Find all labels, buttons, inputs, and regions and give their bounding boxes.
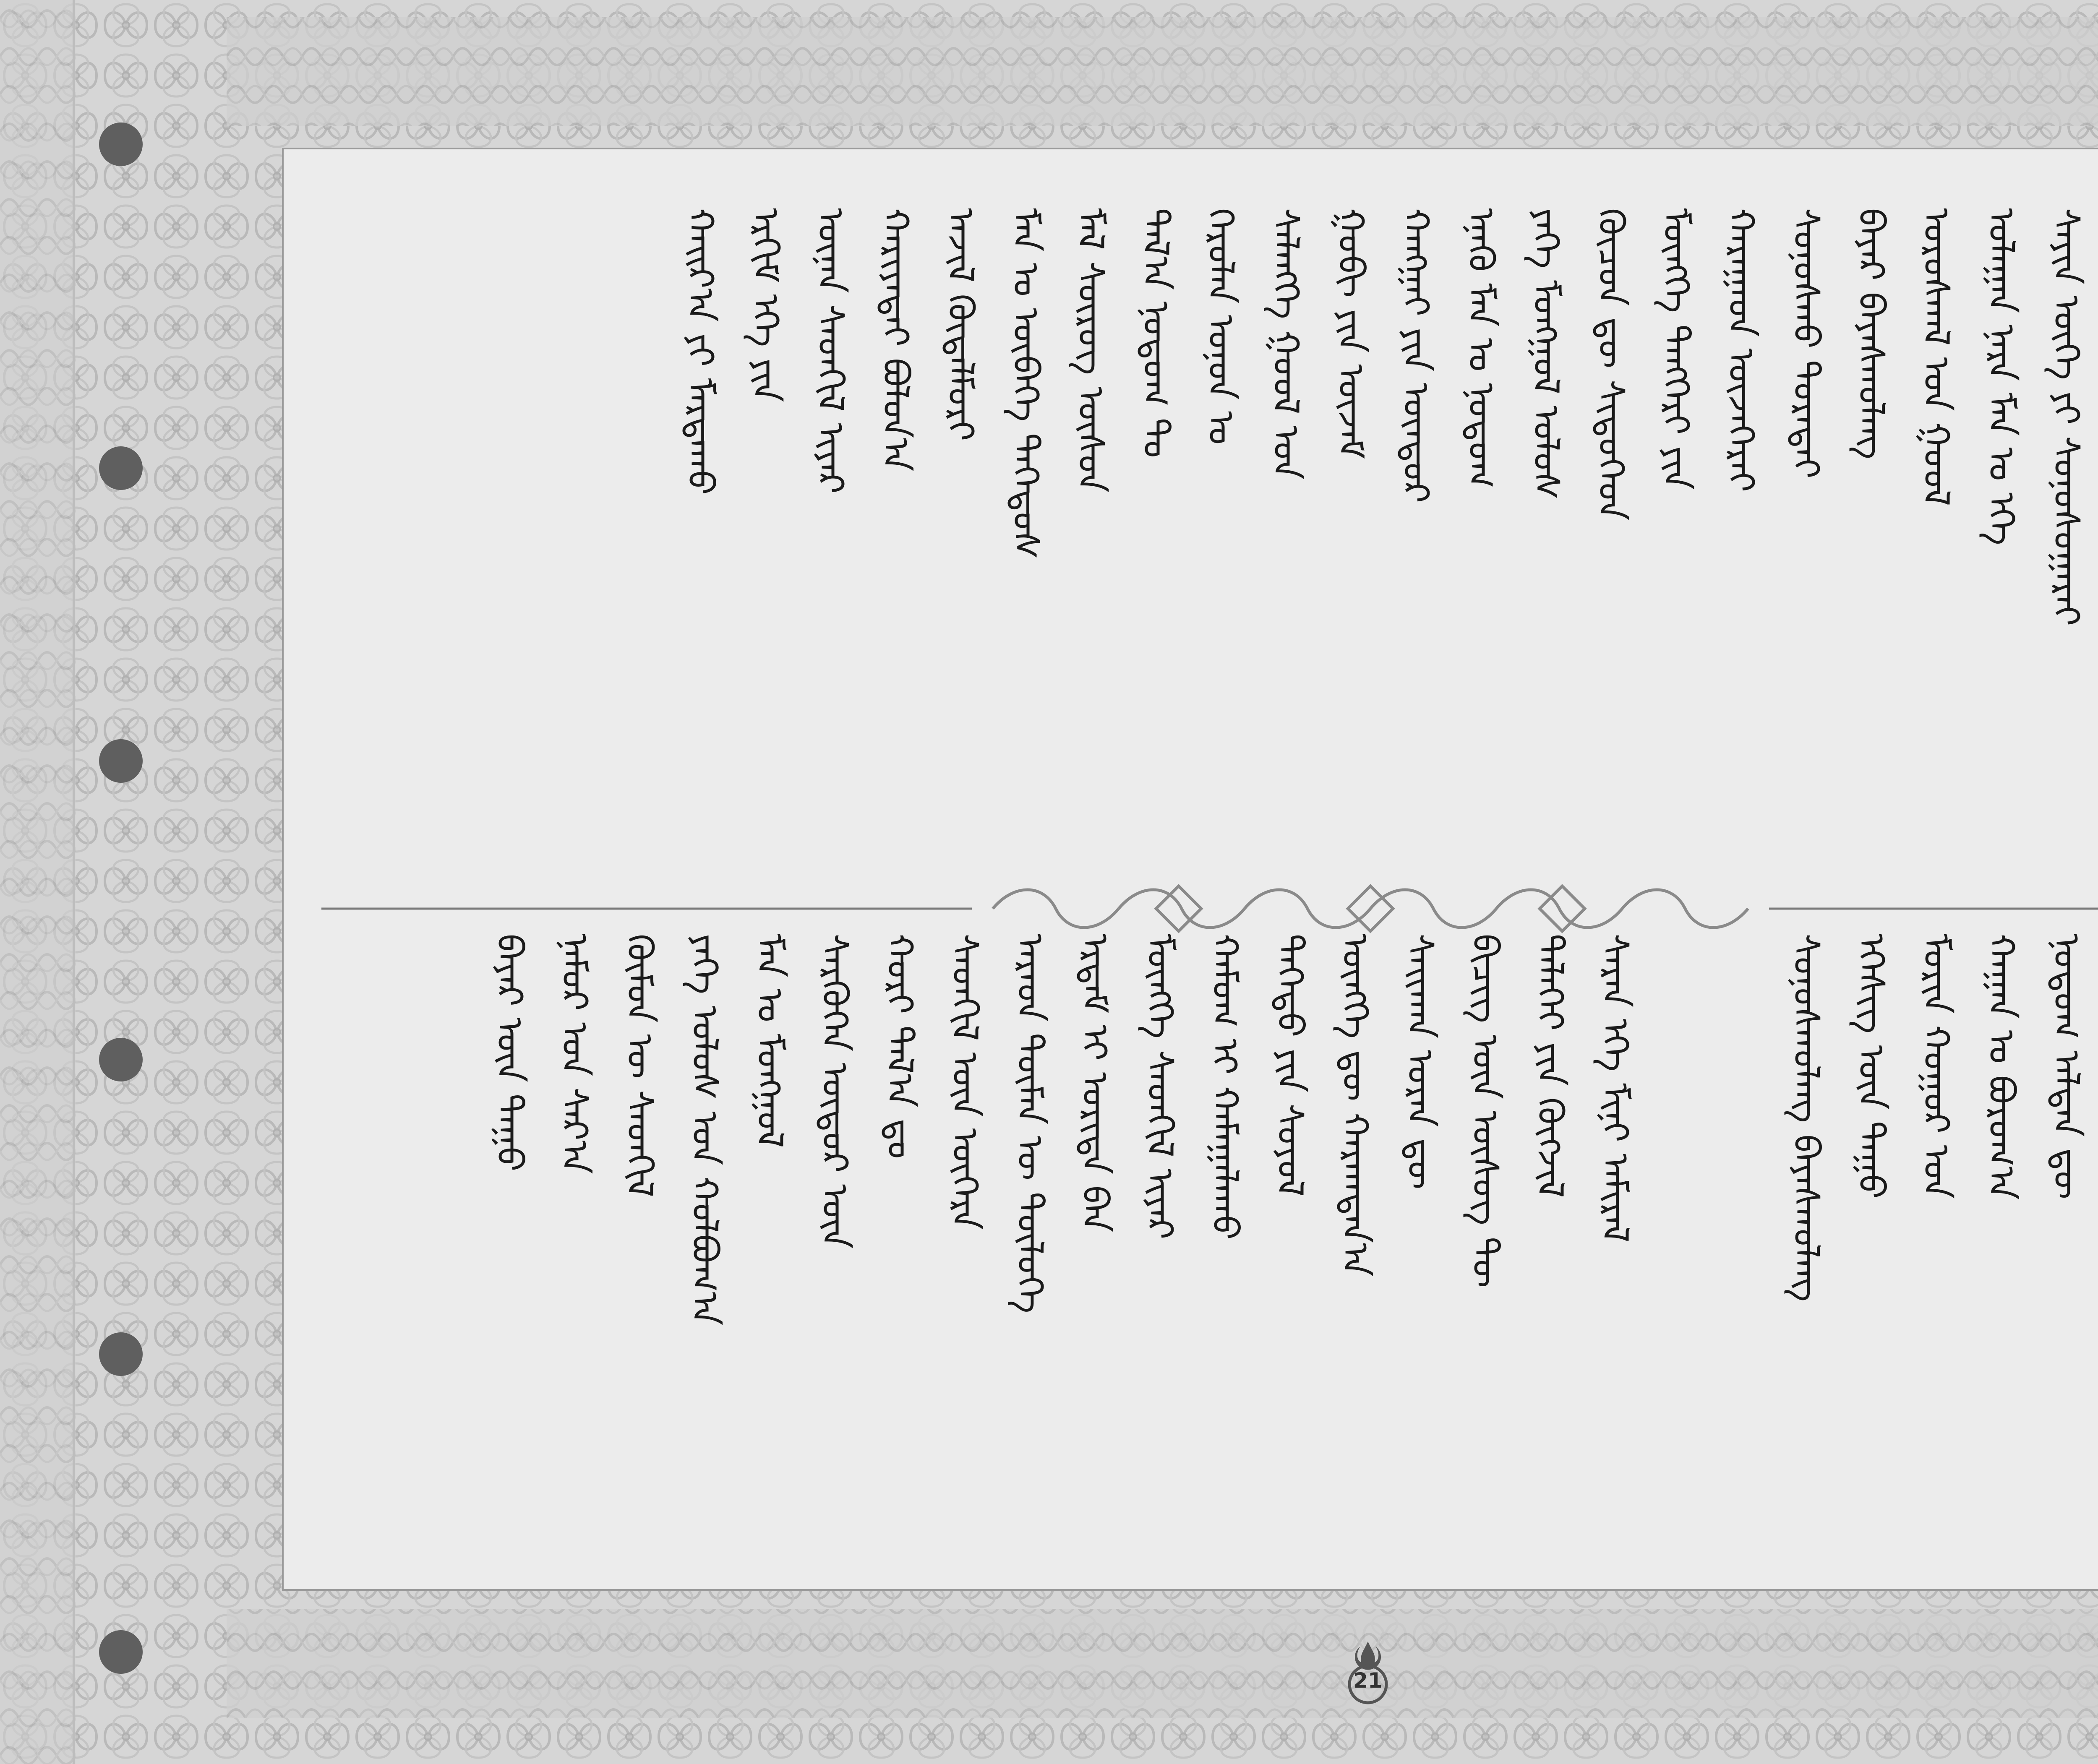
- text-column: ᠪᠢᠴᠢᠭ ᠦᠨ ᠦᠰᠦᠭ ᠲᠦ: [1464, 934, 1506, 1288]
- text-column: ᠰᠣᠨᠣᠰᠬᠤᠯᠠᠩ ᠪᠠᠶᠠᠰᠬᠤᠯᠠᠩ: [1785, 934, 1827, 1302]
- text-column: ᠰᠡᠳᠬᠢᠯ ᠦᠨ ᠥᠭᠡᠷᠡ: [944, 934, 986, 1230]
- bottom-text-panel: [284, 934, 2098, 1571]
- text-column: ᠲᠠᠯ᠎ᠠ ᠨᠤᠲᠤᠭ ᠲᠤ: [1135, 208, 1177, 458]
- text-column: ᠡᠭᠡᠰᠢᠭ ᠦᠨ ᠳᠠᠭᠤ: [1850, 934, 1892, 1199]
- text-column: ᠮᠥᠩᠬᠡ ᠰᠡᠳᠬᠢᠯ ᠢᠶᠡᠷ: [1139, 934, 1181, 1240]
- text-column: ᠪᠠᠶᠠᠷ ᠪᠠᠶᠠᠰᠬᠤᠯᠠᠩ: [1850, 208, 1892, 460]
- text-column: ᠳᠡᠯᠡᠭᠡᠢ ᠶᠢᠨ ᠬᠥᠭᠵᠢᠯ: [1529, 934, 1571, 1198]
- text-column: ᠬᠦᠮᠦᠨ ᠦ ᠰᠡᠳᠬᠢᠯ: [618, 934, 660, 1197]
- text-column: ᠰᠠᠢᠬᠠᠨ ᠤᠷᠠᠨ ᠳᠦ: [1399, 934, 1441, 1190]
- text-column: ᠮᠠᠯ ᠰᠦᠷᠦᠭ ᠥᠰᠦᠨ: [1070, 208, 1112, 493]
- text-column: ᠠᠷᠠᠳ ᠲᠦᠮᠡᠨ ᠦ ᠲᠥᠯᠦᠭᠡ: [1009, 934, 1051, 1313]
- binder-hole: [99, 739, 143, 783]
- text-column: ᠳᠡᠭᠡᠳᠦ ᠶᠢᠨ ᠰᠣᠶᠣᠯ: [1269, 934, 1311, 1197]
- text-column: ᠤᠯᠠᠭᠠᠨ ᠨᠠᠷᠠ ᠮᠠᠨ ᠤ ᠡᠬᠡ: [1980, 208, 2022, 545]
- binder-hole: [99, 446, 143, 490]
- text-column: ᠬᠣᠷᠢ ᠲᠠᠯ᠎ᠠ ᠳᠤ: [879, 934, 921, 1159]
- text-column: ᠠᠵᠢᠯ ᠬᠥᠳᠡᠯᠮᠦᠷᠢ: [939, 208, 981, 441]
- binder-hole: [99, 1038, 143, 1081]
- text-column: ᠮᠦᠩᠬᠡ ᠲᠡᠩᠭᠡᠷᠢ ᠶᠢᠨ: [1655, 208, 1697, 490]
- text-column: ᠬᠠᠷᠠᠭᠠᠳ ᠦᠵᠡᠭᠡᠷᠡᠢ: [1720, 208, 1762, 492]
- text-column: ᠭᠣᠪᠢ ᠶᠢᠨ ᠦᠵᠡᠮ: [1330, 208, 1372, 459]
- page-number-badge: [1339, 1638, 1397, 1705]
- text-column: ᠪᠠᠶᠠᠷ ᠦᠨ ᠳᠠᠭᠤ: [488, 934, 530, 1172]
- page-number: 21: [1353, 1668, 1383, 1693]
- text-column: ᠨᠤᠲᠤᠭ ᠠᠯᠲᠠᠨ ᠳᠦ: [2045, 934, 2087, 1199]
- text-column: ᠬᠠᠭᠠᠨ ᠤ ᠪᠣᠷᠣᠭ᠎ᠠ: [1980, 934, 2022, 1200]
- text-column: ᠡᠷᠬᠢᠮ ᠡᠬᠡ ᠶᠢᠨ: [744, 208, 786, 402]
- text-column: ᠰᠠᠶᠢᠨ ᠦᠭᠡ ᠶᠢ ᠰᠣᠨᠣᠰᠤᠭᠠᠷᠠᠢ: [2045, 208, 2087, 626]
- text-column: ᠬᠡᠷᠦᠯᠡᠨ ᠣᠨᠣᠨ ᠤ: [1200, 208, 1242, 445]
- text-column: ᠬᠠᠷᠢᠶᠠᠲᠠᠢ ᠪᠣᠯᠤᠨ᠎ᠠ: [874, 208, 916, 472]
- text-column: ᠥᠩᠭᠡ ᠳᠦ ᠬᠠᠷᠠᠭᠳᠠᠨ᠎ᠠ: [1334, 934, 1376, 1277]
- text-column: ᠮᠣᠷᠢᠨ ᠬᠣᠭᠤᠷ ᠤᠨ: [1915, 934, 1957, 1199]
- text-column: ᠨᠠᠮᠤᠷ ᠤᠨ ᠰᠠᠷ᠎ᠠ: [553, 934, 595, 1174]
- binder-hole: [99, 1630, 143, 1674]
- binder-hole: [99, 1332, 143, 1376]
- text-column: ᠰᠡᠯᠡᠩᠭᠡ ᠭᠣᠣᠯ ᠤᠨ: [1265, 208, 1307, 480]
- binder-hole: [99, 122, 143, 166]
- text-column: ᠶᠡᠬᠡ ᠤᠯᠤᠰ ᠤᠨ ᠬᠣᠯᠪᠣᠭ᠎ᠠ: [684, 934, 725, 1326]
- text-column: ᠰᠣᠨᠣᠰᠬᠤ ᠳᠤᠷᠠᠲᠠᠢ: [1785, 208, 1827, 479]
- text-column: ᠤᠷᠤᠰᠬᠠᠯ ᠤᠨ ᠭᠣᠣᠯ: [1915, 208, 1957, 506]
- text-column: ᠶᠡᠬᠡ ᠮᠣᠩᠭᠣᠯ ᠤᠯᠤᠰ: [1525, 208, 1567, 500]
- text-column: ᠮᠠᠨ ᠤ ᠥᠪᠡᠭᠡ ᠳᠡᠭᠡᠳᠦᠰ: [1005, 208, 1046, 559]
- text-column: ᠬᠠᠩᠭᠠᠢ ᠶᠢᠨ ᠥᠨᠳᠦᠷ: [1395, 208, 1437, 503]
- top-text-panel: [284, 208, 2098, 972]
- text-column: ᠰᠡᠷᠭᠦᠭᠡᠨ ᠥᠳᠦᠷ ᠦᠨ: [814, 934, 856, 1249]
- text-column: ᠡᠨᠡᠬᠦ ᠮᠠᠨ ᠤ ᠨᠤᠲᠤᠭ: [1460, 208, 1502, 488]
- text-sheet: [282, 148, 2098, 1591]
- text-column: ᠰᠠᠷᠠᠨ ᠡᠬᠡ ᠮᠢᠨᠢ ᠠᠮᠢᠷᠠᠯ: [1594, 934, 1636, 1243]
- text-column: ᠮᠠᠨ ᠤ ᠮᠣᠩᠭᠣᠯ: [749, 934, 791, 1148]
- text-column: ᠬᠦᠴᠦᠨ ᠳᠦ ᠰᠢᠲᠦᠭᠡᠳ: [1590, 208, 1632, 521]
- text-column: ᠬᠠᠮᠤᠭ ᠢ ᠬᠠᠮᠠᠭᠠᠯᠠᠬᠤ: [1204, 934, 1246, 1240]
- text-column: ᠦᠨᠡᠨ ᠰᠡᠳᠬᠢᠯ ᠢᠶᠡᠷ: [809, 208, 851, 494]
- text-column: ᠬᠠᠢᠷ᠎ᠠ ᠶᠢ ᠮᠠᠷᠲᠠᠬᠤ: [679, 208, 721, 495]
- text-column: ᠡᠷᠳᠡᠮ ᠢ ᠤᠷᠢᠳᠠ ᠪᠠᠨ: [1074, 934, 1116, 1232]
- column-gap: [1647, 934, 1773, 1571]
